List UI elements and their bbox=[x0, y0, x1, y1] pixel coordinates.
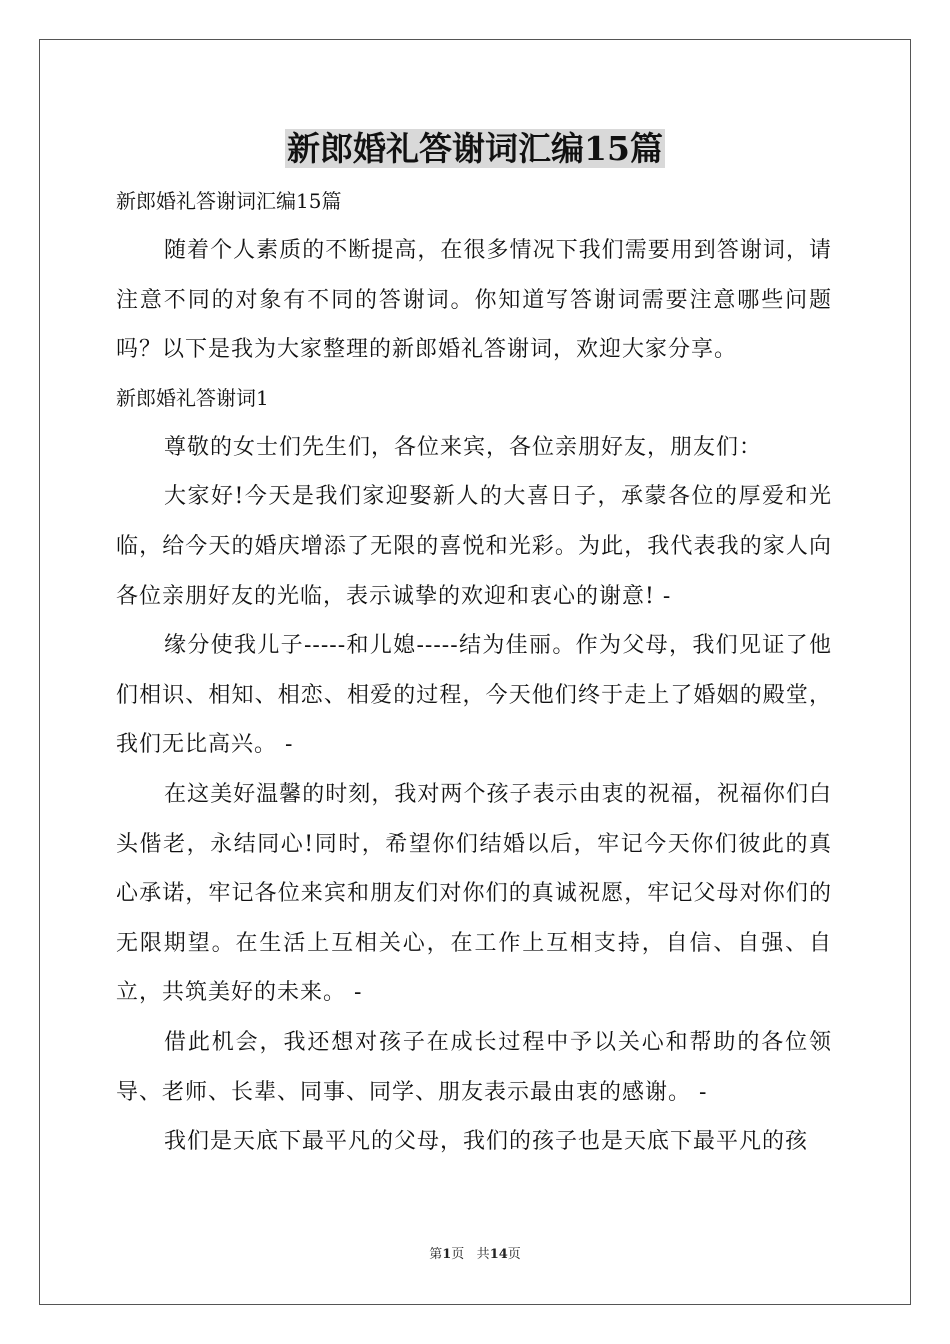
page-number: 1 bbox=[442, 1247, 452, 1262]
body-paragraph: 在这美好温馨的时刻，我对两个孩子表示由衷的祝福，祝福你们白头偕老，永结同心!同时，希望你们结婚以后，牢记今天你们彼此的真心承诺，牢记各位来宾和朋友们对你们的真诚祝愿，牢记父母对你们的无限期望。在生活上互相关心，在工作上互相支持，自信、自强、自立，共筑美好的未来。 - bbox=[116, 781, 832, 1006]
body-paragraph: 我们是天底下最平凡的父母，我们的孩子也是天底下最平凡的孩 bbox=[164, 1129, 809, 1155]
document-title bbox=[0, 126, 950, 172]
document-body bbox=[116, 178, 832, 1167]
page-prefix: 第 bbox=[429, 1247, 443, 1262]
section-heading: 新郎婚礼答谢词1 bbox=[116, 385, 269, 410]
total-pages: 14 bbox=[489, 1247, 508, 1262]
body-paragraph: 借此机会，我还想对孩子在成长过程中予以关心和帮助的各位领导、老师、长辈、同事、同学、朋友表示最由衷的感谢。 - bbox=[116, 1029, 832, 1105]
total-suffix: 页 bbox=[507, 1247, 521, 1262]
page-suffix: 页 bbox=[451, 1247, 465, 1262]
body-paragraph: 缘分使我儿子-----和儿媳-----结为佳丽。作为父母，我们见证了他们相识、相知、相恋、相爱的过程，今天他们终于走上了婚姻的殿堂，我们无比高兴。 - bbox=[116, 633, 832, 758]
body-paragraph: 大家好!今天是我们家迎娶新人的大喜日子，承蒙各位的厚爱和光临，给今天的婚庆增添了无限的喜悦和光彩。为此，我代表我的家人向各位亲朋好友的光临，表示诚挚的欢迎和衷心的谢意! - bbox=[116, 484, 832, 609]
total-prefix: 共 bbox=[476, 1247, 490, 1262]
intro-paragraph: 随着个人素质的不断提高，在很多情况下我们需要用到答谢词，请注意不同的对象有不同的答谢词。你知道写答谢词需要注意哪些问题吗？以下是我为大家整理的新郎婚礼答谢词，欢迎大家分享。 bbox=[116, 238, 832, 363]
body-paragraph: 尊敬的女士们先生们，各位来宾，各位亲朋好友，朋友们： bbox=[164, 434, 763, 460]
page-footer bbox=[0, 1246, 950, 1264]
document-subtitle: 新郎婚礼答谢词汇编15篇 bbox=[116, 189, 342, 213]
document-title-text: 新郎婚礼答谢词汇编15篇 bbox=[287, 129, 663, 168]
